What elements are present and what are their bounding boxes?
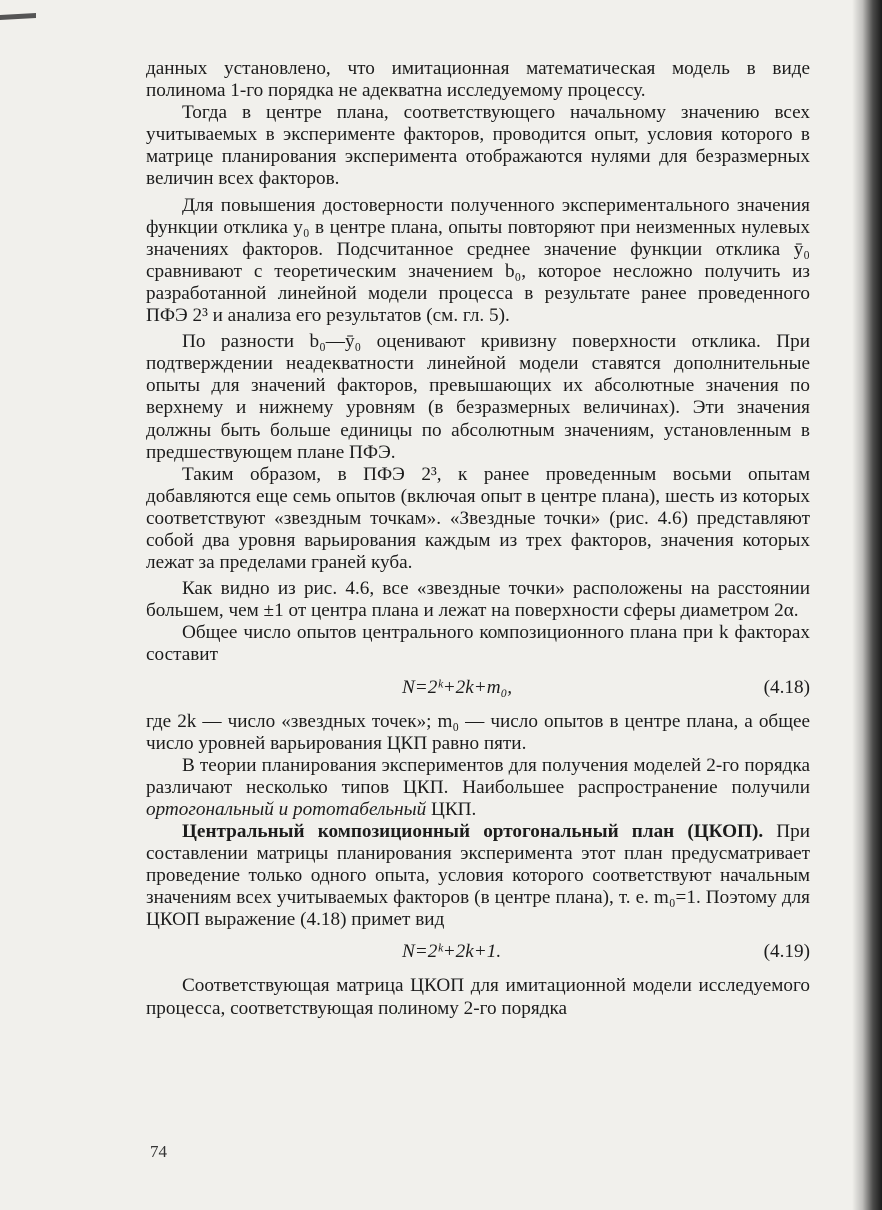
scan-artifact-mark (0, 13, 36, 20)
paragraph-8: где 2k — число «звездных точек»; m₀ — число опытов в центре плана, а общее число уровней варьирования ЦКП равно пяти. (146, 710, 810, 754)
formula-4-19-number: (4.19) (763, 941, 810, 963)
paragraph-1: данных установлено, что имитационная математическая модель в виде полинома 1-го порядка не адекватна исследуемому процессу. (146, 58, 810, 102)
page-text (146, 58, 810, 1020)
paragraph-10-text: При составлении матрицы планирования эксперимента этот план предусматривает проведение только одного опыта, условия которого соответствуют начальным значениям всех учитываемых факторов (в центре плана), т. е. m₀=1. Поэтому для ЦКОП выражение (4.18) примет вид (146, 821, 811, 931)
scan-shadow-edge (852, 0, 882, 1210)
paragraph-10 (146, 821, 810, 931)
paragraph-5: Таким образом, в ПФЭ 2³, к ранее проведенным восьми опытам добавляются еще семь опытов (включая опыт в центре плана), шесть из которых соответствуют «звездным точкам». «Звездные точки» (рис. 4.6) представляют собой два уровня варьирования каждым из трех факторов, значения которых лежат за пределами граней куба. (146, 463, 810, 574)
paragraph-9-text-a: В теории планирования экспериментов для получения моделей 2-го порядка различают несколько типов ЦКП. Наибольшее распространение получили (146, 754, 810, 798)
paragraph-9-emphasis: ортогональный и рототабельный (146, 798, 427, 820)
formula-4-19 (146, 937, 810, 967)
formula-4-19-expression: N=2ᵏ+2k+1. (402, 941, 502, 963)
paragraph-9 (146, 755, 810, 821)
paragraph-6: Как видно из рис. 4.6, все «звездные точки» расположены на расстоянии большем, чем ±1 от центра плана и лежат на поверхности сферы диаметром 2α. (146, 578, 810, 622)
paragraph-7: Общее число опытов центрального композиционного плана при k факторах составит (146, 622, 810, 666)
formula-4-18-number: (4.18) (763, 676, 810, 698)
paragraph-3: Для повышения достоверности полученного экспериментального значения функции отклика y₀ в центре плана, опыты повторяют при неизменных нулевых значениях факторов. Подсчитанное среднее значение функции отклика ȳ₀ сравнивают с теоретическим значением b₀, которое несложно получить из разработанной линейной модели процесса в результате ранее проведенного ПФЭ 2³ и анализа его результатов (см. гл. 5). (146, 194, 810, 327)
paragraph-2: Тогда в центре плана, соответствующего начальному значению всех учитываемых в эксперименте факторов, проводится опыт, условия которого в матрице планирования эксперимента отображаются нулями для безразмерных величин всех факторов. (146, 102, 810, 190)
paragraph-11: Соответствующая матрица ЦКОП для имитационной модели исследуемого процесса, соответствующая полиному 2-го порядка (146, 975, 810, 1019)
formula-4-18-expression: N=2ᵏ+2k+m₀, (402, 676, 513, 698)
paragraph-9-text-b: ЦКП. (426, 798, 477, 820)
section-heading-tskop: Центральный композиционный ортогональный план (ЦКОП). (182, 821, 764, 842)
paragraph-4: По разности b₀—ȳ₀ оценивают кривизну поверхности отклика. При подтверждении неадекватности линейной модели ставятся дополнительные опыты для значений факторов, превышающих их абсолютные значения по верхнему и нижнему уровням (в безразмерных величинах). Эти значения должны быть больше единицы по абсолютным значениям, установленным в предшествующем плане ПФЭ. (146, 331, 810, 463)
formula-4-18 (146, 673, 810, 703)
page-number: 74 (150, 1142, 167, 1161)
